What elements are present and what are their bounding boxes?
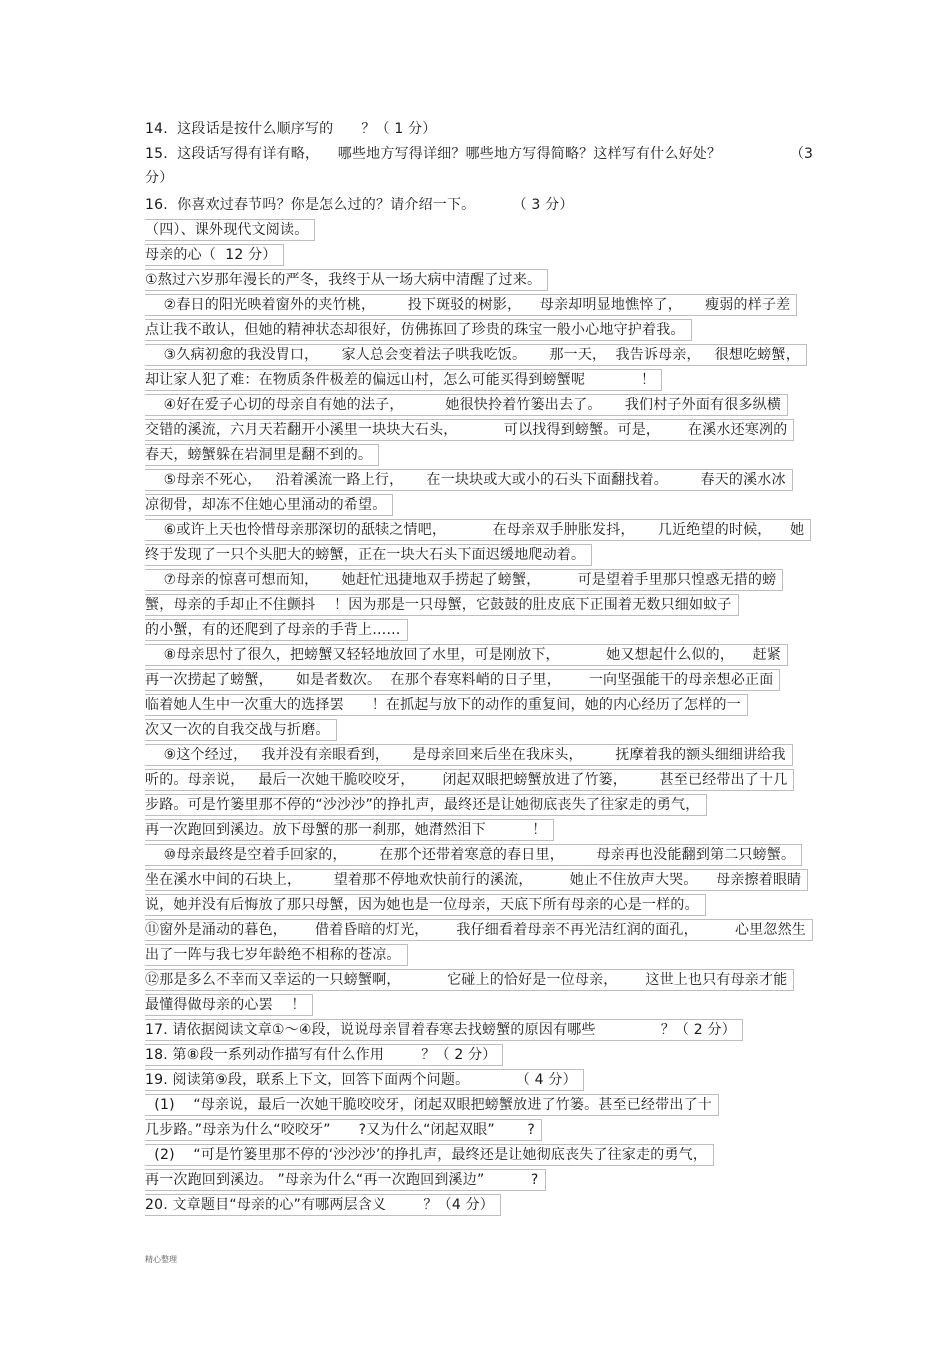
- passage-line: 步路。可是竹篓里那不停的“沙沙沙”的挣扎声，最终还是让她彻底丧失了往家走的勇气，: [145, 794, 707, 816]
- footer-note: 精心整理: [145, 1255, 177, 1264]
- passage-line: ⑫那是多么不幸而又幸运的一只螃蟹啊， 它碰上的恰好是一位母亲， 这世上也只有母亲才能: [145, 969, 794, 991]
- question-19-1-cont: 几步路。”母亲为什么“咬咬牙” ?又为什么“闭起双眼” ?: [145, 1119, 542, 1141]
- passage-line: ①熬过六岁那年漫长的严冬，我终于从一场大病中清醒了过来。: [145, 269, 548, 291]
- passage-line: 却让家人犯了难：在物质条件极差的偏远山村，怎么可能买得到螃蟹呢 ！: [145, 369, 662, 391]
- passage-line: ⑪窗外是涌动的暮色， 借着昏暗的灯光， 我仔细看着母亲不再光洁红润的面孔， 心里忽然生: [145, 919, 813, 941]
- passage-line: 临着她人生中一次重大的选择罢 ！在抓起与放下的动作的重复间，她的内心经历了怎样的一: [145, 694, 748, 716]
- question-19: 19. 阅读第⑨段，联系上下文，回答下面两个问题。 （ 4 分）: [145, 1069, 584, 1091]
- question-19-2: (2) “可是竹篓里那不停的‘沙沙沙’的挣扎声，最终还是让她彻底丧失了往家走的勇气，: [145, 1144, 714, 1166]
- question-15: 15. 这段话写得有详有略， 哪些地方写得详细？哪些地方写得简略？这样写有什么好处？: [145, 146, 722, 162]
- section-heading: （四）、课外现代文阅读。: [145, 219, 315, 241]
- question-15-cont: 分）: [145, 170, 174, 186]
- passage-line: ⑥或许上天也怜惜母亲那深切的舐犊之情吧， 在母亲双手肿胀发抖， 几近绝望的时候， 她: [145, 519, 811, 541]
- passage-line: 说，她并没有后悔放了那只母蟹，因为她也是一位母亲，天底下所有母亲的心是一样的。: [145, 894, 706, 916]
- passage-line: ④好在爱子心切的母亲自有她的法子， 她很快拎着竹篓出去了。 我们村子外面有很多纵横: [145, 394, 788, 416]
- passage-line: 再一次跑回到溪边。放下母蟹的那一刹那，她潸然泪下 ！: [145, 819, 554, 841]
- passage-line: 再一次捞起了螃蟹， 如是者数次。 在那个春寒料峭的日子里， 一向坚强能干的母亲想必正面: [145, 669, 780, 691]
- passage-line: ③久病初愈的我没胃口， 家人总会变着法子哄我吃饭。 那一天， 我告诉母亲， 很想吃螃蟹，: [145, 344, 807, 366]
- question-14: 14. 这段话是按什么顺序写的 ？（ 1 分）: [145, 121, 437, 137]
- passage-line: ⑧母亲思忖了很久，把螃蟹又轻轻地放回了水里，可是刚放下， 她又想起什么似的， 赶紧: [145, 644, 788, 666]
- passage-line: 的小蟹，有的还爬到了母亲的手背上……: [145, 619, 408, 641]
- passage-title: 母亲的心（ 12 分）: [145, 244, 284, 266]
- passage-line: ⑦母亲的惊喜可想而知， 她赶忙迅捷地双手捞起了螃蟹， 可是望着手里那只惶惑无措的螃: [145, 569, 783, 591]
- passage-line: ⑨这个经过， 我并没有亲眼看到， 是母亲回来后坐在我床头， 抚摩着我的额头细细讲给我: [145, 744, 793, 766]
- passage-line: 蟹，母亲的手却止不住颤抖 ！因为那是一只母蟹，它鼓鼓的肚皮底下正围着无数只细如蚊子: [145, 594, 739, 616]
- passage-line: 交错的溪流，六月天若翻开小溪里一块块大石头， 可以找得到螃蟹。可是， 在溪水还寒冽的: [145, 419, 794, 441]
- question-16: 16. 你喜欢过春节吗？你是怎么过的？请介绍一下。 （ 3 分）: [145, 197, 574, 213]
- passage-line: 次又一次的自我交战与折磨。: [145, 719, 337, 741]
- question-15-score: （3: [790, 146, 813, 162]
- passage-line: 春天，螃蟹躲在岩洞里是翻不到的。: [145, 444, 379, 466]
- question-17: 17. 请依据阅读文章①～④段，说说母亲冒着春寒去找螃蟹的原因有哪些 ？（ 2 分）: [145, 1019, 743, 1041]
- passage-line: 坐在溪水中间的石块上， 望着那不停地欢快前行的溪流， 她止不住放声大哭。 母亲擦着眼睛: [145, 869, 808, 891]
- passage-line: 出了一阵与我七岁年龄绝不相称的苍凉。: [145, 944, 408, 966]
- question-18: 18. 第⑧段一系列动作描写有什么作用 ？（ 2 分）: [145, 1044, 503, 1066]
- passage-line: 最懂得做母亲的心罢 ！: [145, 994, 313, 1016]
- passage-line: 听的。母亲说， 最后一次她干脆咬咬牙， 闭起双眼把螃蟹放进了竹篓， 甚至已经带出了十几: [145, 769, 794, 791]
- passage-line: 终于发现了一只个头肥大的螃蟹，正在一块大石头下面迟缓地爬动着。: [145, 544, 592, 566]
- passage-line: ②春日的阳光映着窗外的夹竹桃， 投下斑驳的树影， 母亲却明显地憔悴了， 瘦弱的样子差: [145, 294, 797, 316]
- passage-line: ⑩母亲最终是空着手回家的， 在那个还带着寒意的春日里， 母亲再也没能翻到第二只螃蟹。: [145, 844, 802, 866]
- question-19-1: (1) “母亲说，最后一次她干脆咬咬牙，闭起双眼把螃蟹放进了竹篓。甚至已经带出了十: [145, 1094, 719, 1116]
- question-19-2-cont: 再一次跑回到溪边。 ”母亲为什么“再一次跑回到溪边” ?: [145, 1169, 546, 1191]
- question-20: 20. 文章题目“母亲的心”有哪两层含义 ？（4 分）: [145, 1194, 501, 1216]
- passage-line: 点让我不敢认，但她的精神状态却很好，仿佛拣回了珍贵的珠宝一般小心地守护着我。: [145, 319, 692, 341]
- passage-line: 凉彻骨，却冻不住她心里涌动的希望。: [145, 494, 393, 516]
- passage-line: ⑤母亲不死心， 沿着溪流一路上行， 在一块块或大或小的石头下面翻找着。 春天的溪水冰: [145, 469, 793, 491]
